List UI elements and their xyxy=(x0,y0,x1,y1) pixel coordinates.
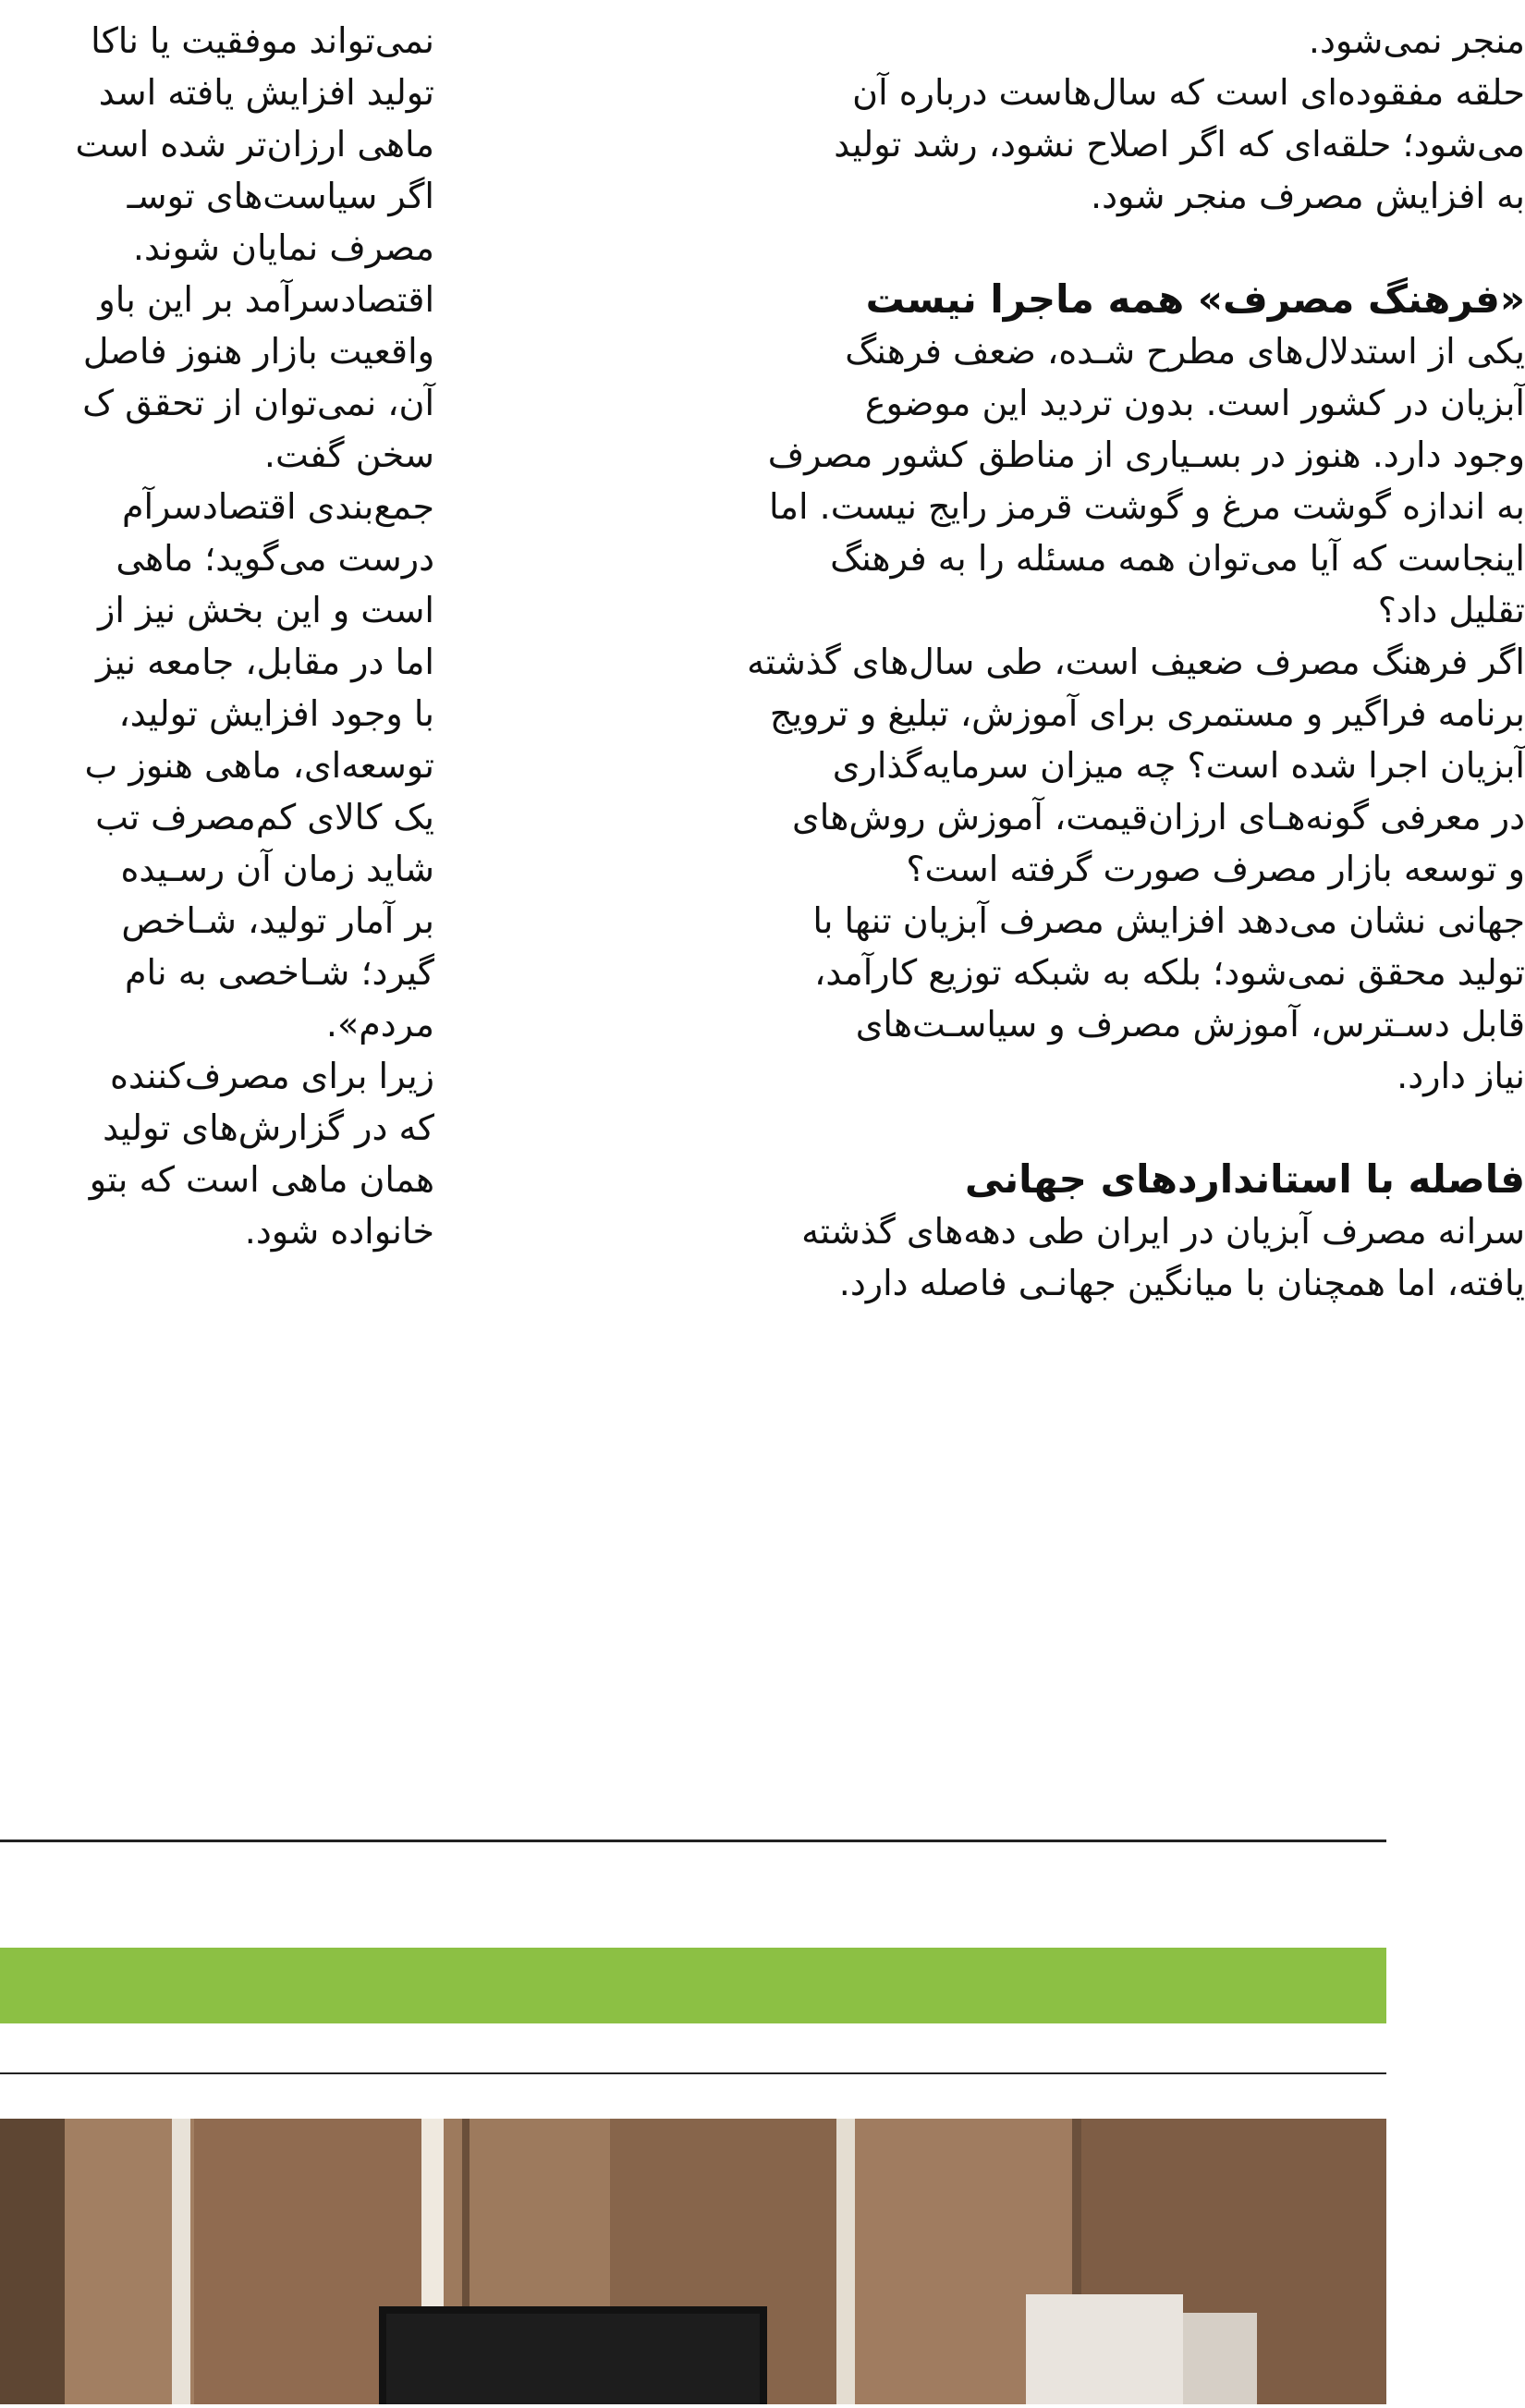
body-line: سرانه مصرف آبزیان در ایران طی دهه‌های گذشته xyxy=(801,1211,1525,1252)
body-line: تولید افزایش یافته اسد xyxy=(98,72,434,113)
body-line: با وجود افزایش تولید، xyxy=(118,693,434,734)
green-banner xyxy=(0,1948,1386,2023)
right-article-column xyxy=(434,0,1525,1309)
body-line: نمی‌تواند موفقیت یا ناکا xyxy=(91,20,434,61)
body-line: همان ماهی است که بتو xyxy=(89,1159,434,1200)
body-line: شاید زمان آن رسـیده xyxy=(120,849,434,889)
spacer xyxy=(434,222,1525,274)
section-divider xyxy=(0,2072,1386,2074)
body-line: به افزایش مصرف منجر شود. xyxy=(1091,176,1525,216)
body-line: مصرف نمایان شوند. xyxy=(132,227,434,268)
body-line: یکی از استدلال‌های مطرح شـده، ضعف فرهنگ xyxy=(845,331,1525,372)
body-line: جمع‌بندی اقتصادسرآم xyxy=(121,486,434,527)
body-line: به اندازه گوشت مرغ و گوشت قرمز رایج نیست. اما xyxy=(769,486,1525,527)
body-line: که در گزارش‌های تولید xyxy=(103,1107,434,1148)
body-line: مردم». xyxy=(325,1004,434,1045)
body-line: و توسعه بازار مصرف صورت گرفته است؟ xyxy=(906,849,1525,889)
spacer xyxy=(434,1102,1525,1154)
body-line: اگر فرهنگ مصرف ضعیف است، طی سال‌های گذشته xyxy=(747,642,1525,682)
column-bottom-rule xyxy=(0,1840,1386,1842)
body-line: سخن گفت. xyxy=(263,434,434,475)
body-line: حلقه مفقوده‌ای است که سال‌هاست درباره آن xyxy=(852,72,1525,113)
body-line: وجود دارد. هنوز در بسـیاری از مناطق کشور مصرف xyxy=(767,434,1525,475)
body-line: نیاز دارد. xyxy=(1397,1056,1525,1096)
body-line: می‌شود؛ حلقه‌ای که اگر اصلاح نشود، رشد تولید xyxy=(834,124,1525,165)
body-line: جهانی نشان می‌دهد افزایش مصرف آبزیان تنها با xyxy=(812,900,1525,941)
section-heading-consumption-culture: «فرهنگ مصرف» همه ماجرا نیست xyxy=(865,276,1525,322)
body-line: اقتصادسرآمد بر این باو xyxy=(98,279,434,320)
body-line: است و این بخش نیز از xyxy=(98,590,434,630)
body-line: منجر نمی‌شود. xyxy=(1308,20,1525,61)
body-line: بر آمار تولید، شـاخص xyxy=(121,900,434,941)
article-photo xyxy=(0,2119,1386,2404)
body-line: تقلیل داد؟ xyxy=(1377,590,1525,630)
body-line: ماهی ارزان‌تر شده است xyxy=(75,124,434,165)
body-line: یک کالای کم‌مصرف تب xyxy=(95,797,434,837)
body-line: اگر سیاست‌های توسـ xyxy=(127,176,434,216)
body-line: اینجاست که آیا می‌توان همه مسئله را به فرهنگ xyxy=(830,538,1525,579)
body-line: آبزیان اجرا شده است؟ چه میزان سرمایه‌گذاری xyxy=(832,745,1525,786)
body-line: قابل دسـترس، آموزش مصرف و سیاسـت‌های xyxy=(855,1004,1525,1045)
body-line: آبزیان در کشور است. بدون تردید این موضوع xyxy=(864,383,1525,423)
body-line: اما در مقابل، جامعه نیز xyxy=(96,642,434,682)
body-line: زیرا برای مصرف‌کننده xyxy=(110,1056,434,1096)
body-line: درست می‌گوید؛ ماهی xyxy=(116,538,434,579)
body-line: آن، نمی‌توان از تحقق ک xyxy=(82,383,434,423)
body-line: برنامه فراگیر و مستمری برای آموزش، تبلیغ و ترویج xyxy=(769,693,1525,734)
body-line: گیرد؛ شـاخصی به نام xyxy=(124,952,434,993)
body-line: خانواده شود. xyxy=(244,1211,434,1252)
body-line: توسعه‌ای، ماهی هنوز ب xyxy=(84,745,434,786)
section-heading-global-standards: فاصله با استانداردهای جهانی xyxy=(964,1156,1525,1202)
left-article-column xyxy=(0,0,434,1257)
body-line: تولید محقق نمی‌شود؛ بلکه به شبکه توزیع کارآمد، xyxy=(814,952,1525,993)
body-line: در معرفی گونه‌هـای ارزان‌قیمت، آموزش روش‌های xyxy=(792,797,1525,837)
body-line: یافته، اما همچنان با میانگین جهانـی فاصله دارد. xyxy=(838,1263,1525,1303)
body-line: واقعیت بازار هنوز فاصل xyxy=(82,331,434,372)
